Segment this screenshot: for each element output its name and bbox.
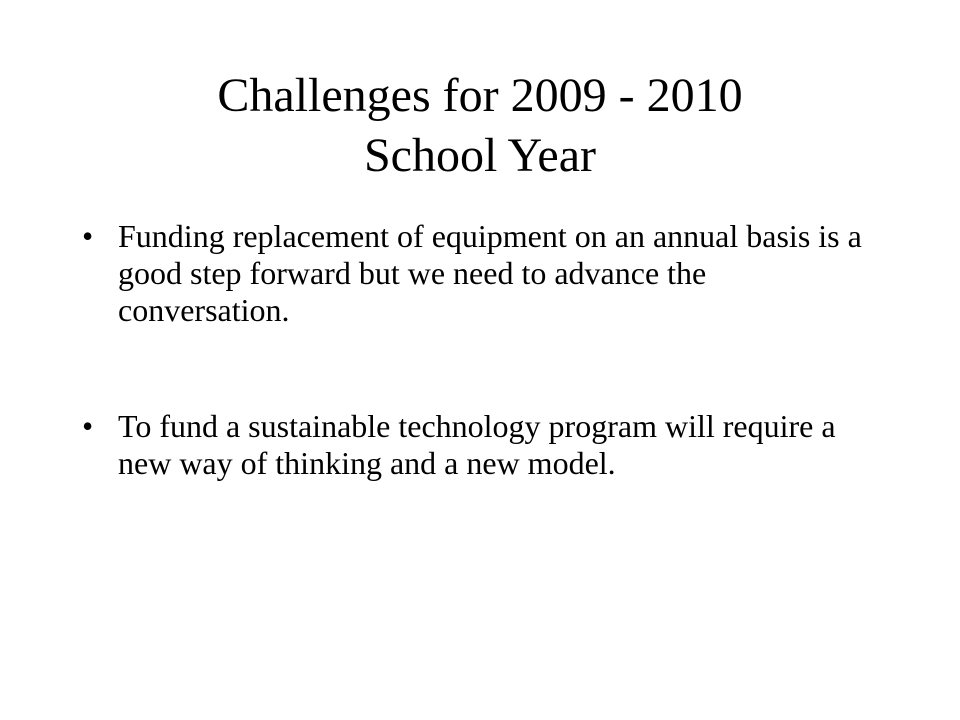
bullet-item: [82, 218, 882, 329]
bullet-list: [82, 218, 882, 561]
slide-title-line-2: School Year: [363, 129, 596, 182]
slide-title-line-1: Challenges for 2009 - 2010: [217, 69, 743, 122]
bullet-text: Funding replacement of equipment on an annual basis is a good step forward but we need to advance the conversation.: [118, 218, 862, 328]
bullet-icon: •: [82, 408, 94, 444]
bullet-item: [82, 408, 882, 482]
slide-title: [40, 66, 920, 186]
bullet-text: To fund a sustainable technology program will require a new way of thinking and a new model.: [118, 408, 836, 481]
bullet-icon: •: [82, 218, 94, 254]
